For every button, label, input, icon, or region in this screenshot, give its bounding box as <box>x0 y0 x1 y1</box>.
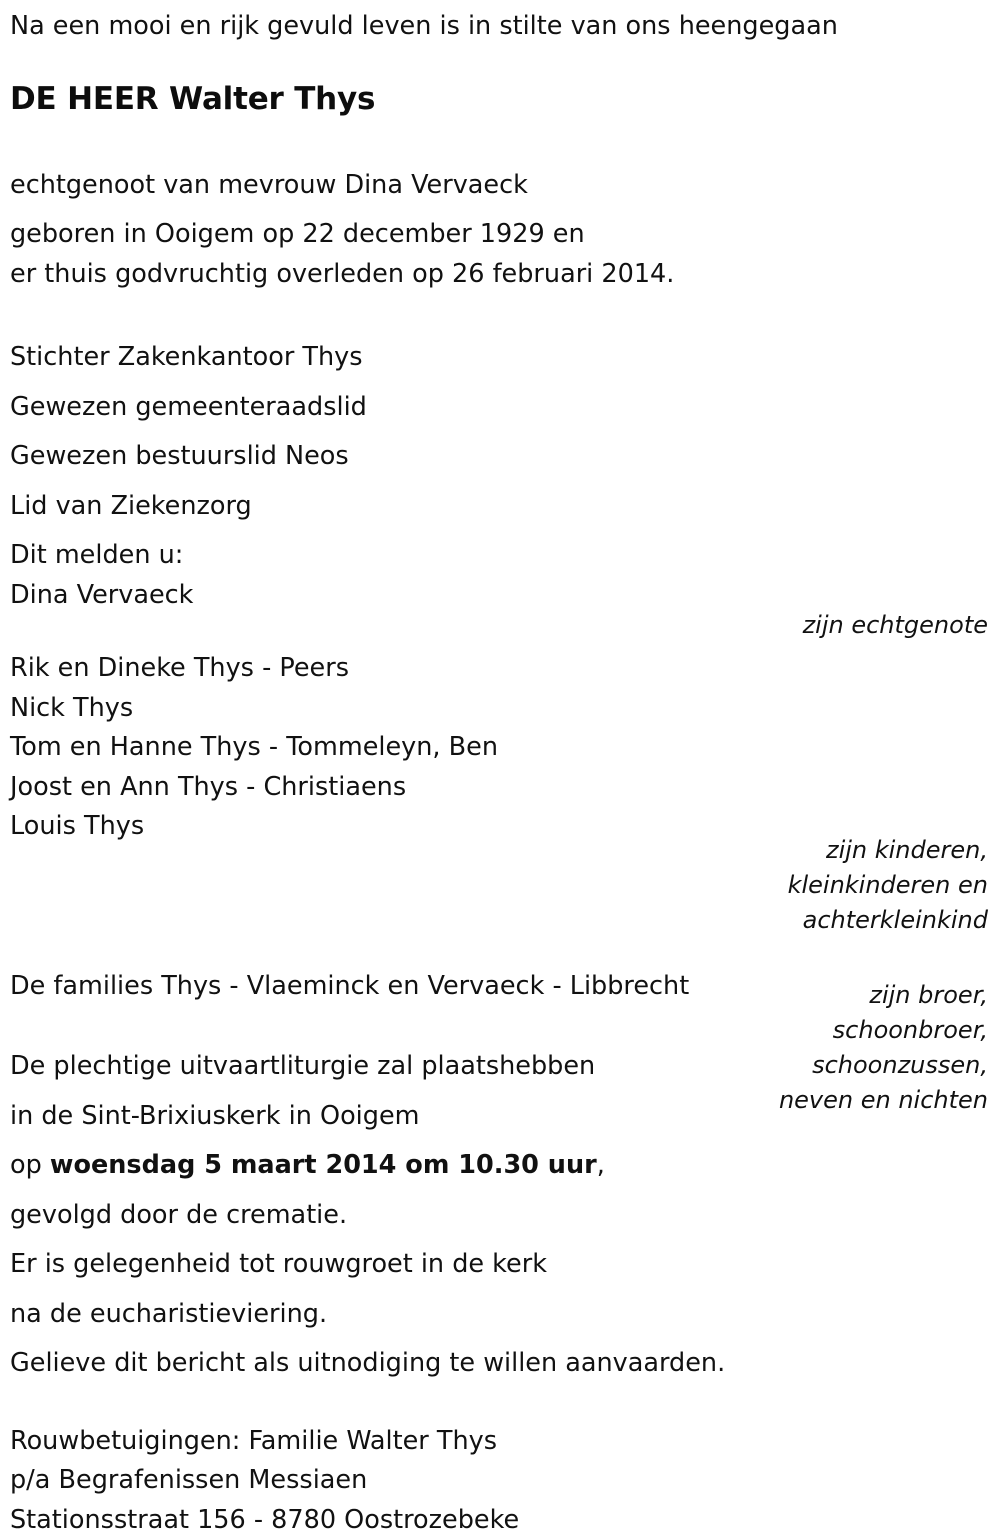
role-line-2: Gewezen gemeenteraadslid <box>10 391 367 422</box>
child-line-1: Rik en Dineke Thys - Peers <box>10 653 349 683</box>
page-title: DE HEER Walter Thys <box>10 80 376 117</box>
death-line: er thuis godvruchtig overleden op 26 februari 2014. <box>10 258 675 289</box>
condolences-line-1: Rouwbetuigingen: Familie Walter Thys <box>10 1425 498 1456</box>
relation-extended-line-2: schoonbroer, <box>832 1016 988 1044</box>
relation-caption-descendants <box>658 833 988 938</box>
child-line-4: Joost en Ann Thys - Christiaens <box>10 771 407 802</box>
service-line-7: Gelieve dit bericht als uitnodiging te willen aanvaarden. <box>10 1348 726 1378</box>
relation-caption-extended <box>658 978 988 1118</box>
birth-line: geboren in Ooigem op 22 december 1929 en <box>10 219 585 249</box>
relation-extended-line-1: zijn broer, <box>869 981 988 1009</box>
families-line: De families Thys - Vlaeminck en Vervaeck - Libbrecht <box>10 970 690 1001</box>
datetime-bold: woensdag 5 maart 2014 om 10.30 uur <box>49 1150 597 1180</box>
role-line-1: Stichter Zakenkantoor Thys <box>10 342 363 372</box>
service-line-6: na de eucharistieviering. <box>10 1298 328 1329</box>
relation-extended-line-3: schoonzussen, <box>812 1051 988 1079</box>
announce-label: Dit melden u: <box>10 540 184 570</box>
relation-caption-spouse <box>658 608 988 643</box>
datetime-suffix: , <box>596 1150 605 1180</box>
service-line-4: gevolgd door de crematie. <box>10 1199 348 1230</box>
child-line-3: Tom en Hanne Thys - Tommeleyn, Ben <box>10 732 498 762</box>
child-line-5: Louis Thys <box>10 811 145 841</box>
intro-line: Na een mooi en rijk gevuld leven is in stilte van ons heengegaan <box>10 11 838 41</box>
main-text-column <box>10 0 838 1535</box>
role-line-4: Lid van Ziekenzorg <box>10 490 252 521</box>
role-line-3: Gewezen bestuurslid Neos <box>10 441 349 471</box>
spouse-line: echtgenoot van mevrouw Dina Vervaeck <box>10 169 528 200</box>
service-line-2: in de Sint-Brixiuskerk in Ooigem <box>10 1100 420 1131</box>
service-line-1: De plechtige uitvaartliturgie zal plaatshebben <box>10 1051 596 1081</box>
service-datetime-line <box>10 1150 780 1180</box>
condolences-line-2: p/a Begrafenissen Messiaen <box>10 1465 368 1495</box>
widow-name: Dina Vervaeck <box>10 579 194 610</box>
relation-descendants-line-3: achterkleinkind <box>802 906 988 934</box>
datetime-prefix: op <box>10 1150 50 1180</box>
child-line-2: Nick Thys <box>10 692 134 723</box>
relation-descendants-line-1: zijn kinderen, <box>825 836 988 864</box>
relation-extended-line-4: neven en nichten <box>778 1086 988 1114</box>
condolences-line-3: Stationsstraat 156 - 8780 Oostrozebeke <box>10 1504 520 1535</box>
relation-descendants-line-2: kleinkinderen en <box>787 871 988 899</box>
relation-spouse-line-1: zijn echtgenote <box>802 611 988 639</box>
service-line-5: Er is gelegenheid tot rouwgroet in de kerk <box>10 1249 547 1279</box>
